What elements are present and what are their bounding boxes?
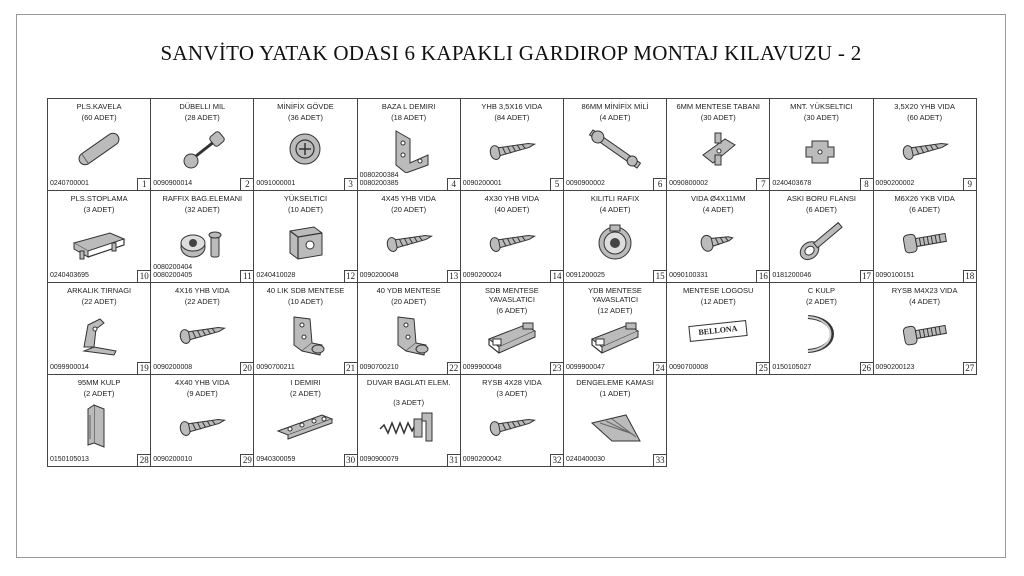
part-number: 14 [550,270,563,282]
part-quantity: (10 ADET) [287,205,323,214]
part-cell [48,191,151,283]
part-cell [461,375,564,467]
part-cell [667,283,770,375]
part-name: MNT. YÜKSELTICI [790,102,853,111]
part-quantity: (4 ADET) [702,205,734,214]
part-code: 0090800002 [669,180,709,187]
part-name: RAFFIX BAG.ELEMANI [162,194,243,203]
part-code: 0240400030 [565,456,605,463]
screw-icon [892,125,958,173]
wall-anchor-icon [376,401,442,449]
logo-plate-text: BELLONA [688,320,747,342]
raffix-icon [169,217,235,265]
part-name: PLS.KAVELA [76,102,122,111]
part-code: 0090200008 [153,364,193,371]
part-cell [564,191,667,283]
part-cell [770,99,873,191]
part-cell [874,99,977,191]
part-name: MİNİFİX GÖVDE [277,102,334,111]
c-handle-icon [788,309,854,357]
part-quantity: (22 ADET) [81,297,117,306]
part-code: 0090200001 [462,180,502,187]
part-cell [358,191,461,283]
part-quantity: (1 ADET) [599,389,631,398]
soft-close-icon [582,309,648,357]
part-code: 0090200042 [462,456,502,463]
part-number: 25 [756,362,769,374]
part-name: 6MM MENTESE TABANI [676,102,760,111]
part-name: BAZA L DEMIRI [381,102,436,111]
part-cell [770,283,873,375]
part-code: 0091000001 [256,180,296,187]
part-cell [48,375,151,467]
part-number: 15 [653,270,666,282]
hinge-icon [376,309,442,357]
part-name: 4X16 YHB VIDA [175,286,230,295]
locking-rafix-icon [582,217,648,265]
part-number: 22 [447,362,460,374]
part-code: 0090900002 [565,180,605,187]
part-code: 0080200385 [359,180,399,187]
part-name: I DEMIRI [290,378,321,387]
part-name: 86MM MİNİFİX MİLİ [581,102,649,111]
soft-close-icon [479,309,545,357]
part-code: 0090200048 [359,272,399,279]
part-quantity: (10 ADET) [287,297,323,306]
part-cell [358,99,461,191]
part-quantity: (6 ADET) [496,306,528,315]
part-cell [254,375,357,467]
part-cell [564,283,667,375]
screw-icon [169,401,235,449]
assembly-sheet [16,14,1006,558]
part-number: 33 [653,454,666,466]
part-number: 12 [344,270,357,282]
machine-screw-icon [892,309,958,357]
part-number: 23 [550,362,563,374]
part-name: 40 LIK SDB MENTESE [266,286,345,295]
part-number: 31 [447,454,460,466]
part-quantity: (2 ADET) [290,389,321,398]
part-name: YDB MENTESE YAVASLATICI [588,286,642,304]
part-name: 4X30 YHB VIDA [484,194,540,203]
part-number: 4 [447,178,460,190]
part-quantity: (4 ADET) [599,113,631,122]
part-cell [151,375,254,467]
part-quantity: (84 ADET) [494,113,530,122]
part-code: 0090700008 [669,364,709,371]
part-cell [461,99,564,191]
part-name: C KULP [807,286,835,295]
part-number: 7 [756,178,769,190]
part-code: 0091200025 [565,272,605,279]
screw-icon [479,401,545,449]
part-quantity: (3 ADET) [496,389,528,398]
part-cell [254,283,357,375]
screw-icon [169,309,235,357]
part-quantity: (20 ADET) [391,297,427,306]
hinge-plate-icon [685,125,751,173]
part-code: 0099900014 [50,364,89,371]
part-number: 29 [240,454,253,466]
part-quantity: (40 ADET) [494,205,530,214]
part-quantity: (6 ADET) [805,205,837,214]
part-code: 0090200010 [153,456,193,463]
part-code: 0099900047 [565,364,605,371]
riser-block-icon [272,217,338,265]
part-code: 0090700210 [359,364,399,371]
part-number: 1 [137,178,150,190]
part-cell [874,283,977,375]
flat-bar-icon [272,401,338,449]
part-name: YHB 3,5X16 VIDA [481,102,543,111]
part-quantity: (6 ADET) [909,205,941,214]
part-quantity: (32 ADET) [184,205,220,214]
part-name: KILITLI RAFIX [590,194,640,203]
part-code: 0240700001 [50,180,89,187]
part-quantity: (4 ADET) [909,297,941,306]
part-name: RYSB 4X28 VIDA [482,378,542,387]
part-number: 10 [137,270,150,282]
minifix-bolt-icon [582,125,648,173]
part-quantity: (30 ADET) [803,113,839,122]
part-quantity: (28 ADET) [184,113,220,122]
part-name: ASKI BORU FLANSI [786,194,856,203]
part-number: 27 [963,362,976,374]
part-code: 0150105013 [50,456,89,463]
part-name: 4X45 YHB VIDA [381,194,436,203]
parts-grid [47,98,977,467]
part-quantity: (36 ADET) [287,113,323,122]
part-name: 3,5X20 YHB VIDA [894,102,955,111]
part-name: YÜKSELTICI [283,194,328,203]
back-clip-icon [66,309,132,357]
part-number: 11 [240,270,253,282]
part-number: 8 [860,178,873,190]
page-title: SANVİTO YATAK ODASI 6 KAPAKLI GARDIROP MONTAJ KILAVUZU - 2 [160,41,862,65]
part-quantity: (60 ADET) [81,113,117,122]
part-name: M6X26 YKB VIDA [894,194,955,203]
part-number: 16 [756,270,769,282]
part-cell [254,99,357,191]
part-name: MENTESE LOGOSU [683,286,754,295]
part-code: 0080200405 [153,272,193,279]
part-name: DUVAR BAGLATI ELEM. [366,378,451,387]
part-number: 2 [240,178,253,190]
part-number: 32 [550,454,563,466]
machine-screw-icon [892,217,958,265]
part-cell [151,191,254,283]
part-cell [358,283,461,375]
part-code: 0090900079 [359,456,399,463]
part-quantity: (4 ADET) [599,205,631,214]
hinge-icon [272,309,338,357]
part-number: 9 [963,178,976,190]
part-number: 3 [344,178,357,190]
part-quantity: (60 ADET) [907,113,943,122]
part-quantity: (30 ADET) [700,113,736,122]
part-quantity: (22 ADET) [184,297,220,306]
part-number: 18 [963,270,976,282]
part-name: 95MM KULP [77,378,121,387]
handle-icon [66,401,132,449]
part-quantity: (2 ADET) [83,389,115,398]
part-quantity: (20 ADET) [391,205,427,214]
part-cell [48,283,151,375]
part-code: 0181200046 [772,272,812,279]
rail-flange-icon [788,217,854,265]
part-code: 0240403678 [772,180,812,187]
part-number: 24 [653,362,666,374]
part-cell [254,191,357,283]
part-cell [770,191,873,283]
part-quantity: (3 ADET) [393,398,425,407]
part-code: 0090100151 [875,272,915,279]
part-quantity: (2 ADET) [805,297,837,306]
short-screw-icon [685,217,751,265]
part-code: 0090100331 [669,272,709,279]
part-code-secondary: 0080200384 [359,172,399,179]
stopper-icon [66,217,132,265]
part-name: VIDA Ø4X11MM [690,194,746,203]
part-cell [874,191,977,283]
screw-icon [479,217,545,265]
minifix-cam-icon [272,125,338,173]
part-number: 13 [447,270,460,282]
riser-icon [788,125,854,173]
l-bracket-icon [376,125,442,173]
dowel-pin-icon [169,125,235,173]
part-number: 26 [860,362,873,374]
part-code: 0099900048 [462,364,502,371]
part-code-secondary: 0080200404 [153,264,193,271]
part-name: 4X40 YHB VIDA [175,378,230,387]
part-code: 0090200123 [875,364,915,371]
part-cell [564,99,667,191]
part-quantity: (12 ADET) [597,306,633,315]
part-cell [151,283,254,375]
part-number: 28 [137,454,150,466]
part-number: 20 [240,362,253,374]
wedge-icon [582,401,648,449]
part-number: 19 [137,362,150,374]
screw-icon [479,125,545,173]
part-number: 30 [344,454,357,466]
part-cell [667,191,770,283]
part-name: SDB MENTESE YAVASLATICI [484,286,539,304]
part-name: RYSB M4X23 VIDA [891,286,958,295]
part-number: 6 [653,178,666,190]
dowel-icon [66,125,132,173]
part-quantity: (18 ADET) [391,113,427,122]
part-code: 0090200024 [462,272,502,279]
part-code: 0150105027 [772,364,812,371]
part-name: PLS.STOPLAMA [70,194,128,203]
part-cell [564,375,667,467]
part-cell [151,99,254,191]
part-code: 0090200002 [875,180,915,187]
part-quantity: (3 ADET) [83,205,115,214]
part-name: ARKALIK TIRNAGI [67,286,132,295]
part-code: 0940300059 [256,456,296,463]
part-number: 5 [550,178,563,190]
part-code: 0240403695 [50,272,89,279]
part-name: DENGELEME KAMASI [576,378,654,387]
part-name: DÜBELLI MIL [179,102,226,111]
part-code: 0240410028 [256,272,296,279]
part-cell [358,375,461,467]
part-code: 0090700211 [256,364,295,371]
part-number: 21 [344,362,357,374]
part-number: 17 [860,270,873,282]
part-cell [48,99,151,191]
screw-icon [376,217,442,265]
part-quantity: (12 ADET) [700,297,736,306]
part-cell [461,283,564,375]
part-quantity: (9 ADET) [186,389,218,398]
part-name: 40 YDB MENTESE [376,286,441,295]
part-cell [461,191,564,283]
part-code: 0090900014 [153,180,193,187]
part-cell [667,99,770,191]
